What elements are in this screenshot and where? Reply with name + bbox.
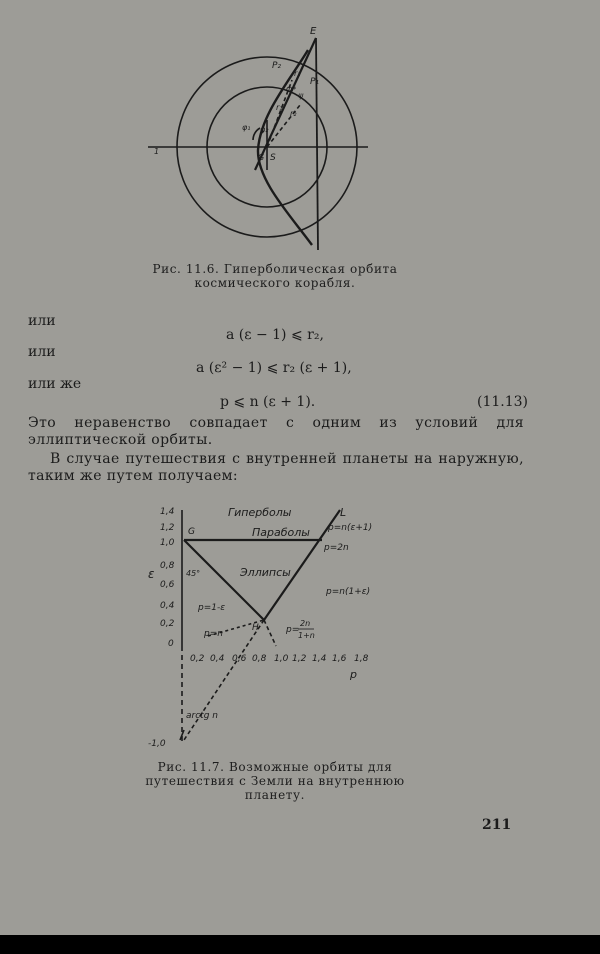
- label-P1: P₁: [310, 77, 320, 87]
- page-number: 211: [482, 817, 512, 833]
- y-tick-0-2: 0,2: [160, 619, 175, 629]
- label-H: H: [252, 623, 259, 633]
- y-tick-0-4: 0,4: [160, 601, 175, 611]
- formula-1: a (ε − 1) ⩽ r₂,: [226, 327, 324, 343]
- label-G: G: [188, 527, 195, 537]
- text-ili-2: или: [28, 344, 56, 360]
- label-angle: 45°: [186, 569, 201, 578]
- label-phi-star: Φ*: [286, 85, 297, 94]
- label-p-2n: p=2n: [324, 543, 349, 553]
- x-tick-1-6: 1,6: [332, 654, 347, 664]
- x-tick-1-8: 1,8: [354, 654, 369, 664]
- label-parabolas: Параболы: [252, 526, 310, 539]
- label-hyperbolas: Гиперболы: [228, 506, 292, 519]
- figure1-caption-line1: Рис. 11.6. Гиперболическая орбита: [152, 262, 398, 276]
- line-H-dashed: [264, 620, 276, 646]
- paragraph-2: В случае путешествия с внутренней планеты на наружную, таким же путем получаем:: [28, 451, 524, 484]
- y-tick-neg-1-0: -1,0: [148, 739, 166, 749]
- label-r1-top: r₁: [294, 69, 301, 78]
- y-tick-0-6: 0,6: [160, 580, 175, 590]
- label-p-n-eps1: p=n(ε+1): [328, 523, 373, 533]
- figure2-caption-line3: планету.: [244, 788, 306, 802]
- label-P2: P₂: [272, 61, 282, 71]
- label-S: S: [270, 153, 276, 163]
- label-arctg: arctg n: [186, 711, 218, 721]
- label-p-n: p=n: [204, 629, 223, 639]
- x-tick-0-6: 0,6: [232, 654, 247, 664]
- y-tick-1-0: 1,0: [160, 538, 175, 548]
- x-tick-0-4: 0,4: [210, 654, 225, 664]
- text-ili-1: или: [28, 313, 56, 329]
- y-tick-labels: [148, 507, 175, 749]
- label-p-frac: p=: [286, 625, 300, 635]
- y-tick-1-4: 1,4: [160, 507, 175, 517]
- x-tick-0-8: 0,8: [252, 654, 267, 664]
- formula-3: p ⩽ n (ε + 1).: [220, 394, 316, 410]
- figure1-caption-line2: космического корабля.: [194, 276, 356, 290]
- label-G: G: [258, 153, 265, 162]
- label-frac-den: 1+n: [298, 631, 315, 640]
- label-ellipses: Эллипсы: [240, 566, 291, 579]
- label-frac-num: 2n: [300, 619, 311, 628]
- x-tick-labels: [190, 654, 369, 664]
- label-r1: r₁: [276, 103, 283, 112]
- label-phi2: φ₂: [260, 125, 269, 134]
- trajectory-line: [316, 38, 318, 250]
- label-L: L: [340, 506, 347, 519]
- figure2-caption-line1: Рис. 11.7. Возможные орбиты для: [157, 760, 393, 774]
- text-ili-zhe: или же: [28, 376, 82, 392]
- x-axis-label: p: [350, 668, 357, 681]
- figure2-caption: [140, 760, 410, 802]
- figure1-caption: [140, 262, 410, 290]
- y-tick-0-8: 0,8: [160, 561, 175, 571]
- label-p-n-1eps: p=n(1+ε): [326, 587, 371, 597]
- paragraph-1: Это неравенство совпадает с одним из условий для эллиптической орбиты.: [28, 415, 524, 448]
- orbits-chart: [140, 498, 440, 750]
- x-tick-1-4: 1,4: [312, 654, 327, 664]
- x-tick-1-0: 1,0: [274, 654, 289, 664]
- label-p-1-eps: p=1-ε: [198, 603, 226, 613]
- figure2-caption-line2: путешествия с Земли на внутреннюю: [145, 774, 405, 788]
- label-axis-left: 1: [154, 147, 160, 156]
- x-tick-0-2: 0,2: [190, 654, 205, 664]
- x-tick-1-2: 1,2: [292, 654, 307, 664]
- y-axis-label: ε: [148, 567, 155, 581]
- label-E: E: [310, 26, 317, 37]
- label-r2: r₂: [290, 109, 297, 118]
- figure-hyperbolic-orbit: [140, 20, 380, 260]
- y-tick-0: 0: [168, 639, 174, 649]
- label-phi1: φ₁: [242, 123, 251, 132]
- orbit-diagram: [140, 20, 380, 260]
- equation-number: (11.13): [476, 394, 528, 410]
- formula-2: a (ε² − 1) ⩽ r₂ (ε + 1),: [196, 360, 352, 376]
- y-tick-1-2: 1,2: [160, 523, 175, 533]
- label-psi: ψ: [298, 91, 304, 100]
- line-arctg: [184, 620, 264, 740]
- figure-possible-orbits: [140, 498, 440, 750]
